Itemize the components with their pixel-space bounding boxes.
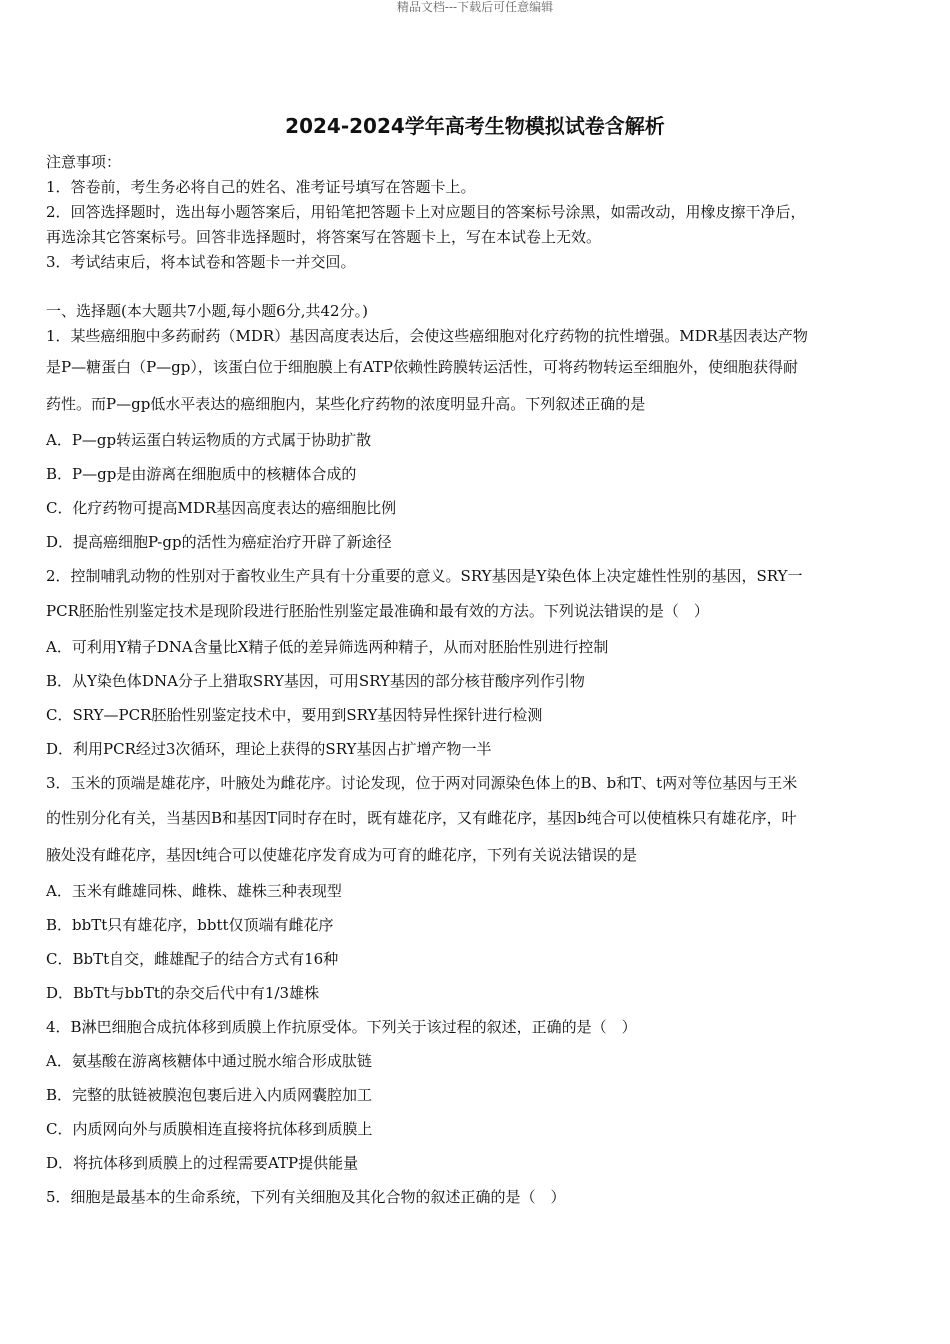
option-c: C．BbTt自交，雌雄配子的结合方式有16种 — [46, 950, 339, 968]
option-b: B．从Y染色体DNA分子上猎取SRY基因，可用SRY基因的部分核苷酸序列作引物 — [46, 672, 585, 690]
question-stem: 4．B淋巴细胞合成抗体移到质膜上作抗原受体。下列关于该过程的叙述，正确的是（ ） — [46, 1018, 637, 1036]
question-stem: 是P—糖蛋白（P—gp），该蛋白位于细胞膜上有ATP依赖性跨膜转运活性，可将药物转运至细胞外，使细胞获得耐 — [46, 358, 799, 376]
question-stem: 的性别分化有关，当基因B和基因T同时存在时，既有雄花序，又有雌花序，基因b纯合可以使植株只有雄花序，叶 — [46, 809, 797, 827]
option-a: A．P—gp转运蛋白转运物质的方式属于协助扩散 — [46, 431, 372, 449]
option-a: A．玉米有雌雄同株、雌株、雄株三种表现型 — [46, 882, 342, 900]
option-d: D．将抗体移到质膜上的过程需要ATP提供能量 — [46, 1154, 359, 1172]
page-header: 精品文档---下载后可任意编辑 — [396, 0, 554, 14]
notice-line: 3．考试结束后，将本试卷和答题卡一并交回。 — [46, 253, 356, 271]
question-stem: 腋处没有雌花序，基因t纯合可以使雄花序发育成为可育的雌花序，下列有关说法错误的是 — [46, 846, 638, 864]
option-a: A．可利用Y精子DNA含量比X精子低的差异筛选两种精子，从而对胚胎性别进行控制 — [46, 638, 609, 656]
option-d: D．利用PCR经过3次循环，理论上获得的SRY基因占扩增产物一半 — [46, 740, 492, 758]
notice-heading: 注意事项： — [46, 153, 122, 171]
option-d: D．BbTt与bbTt的杂交后代中有1/3雄株 — [46, 984, 320, 1002]
question-1 — [46, 324, 908, 559]
section-heading: 一、选择题(本大题共7小题,每小题6分,共42分。) — [46, 302, 368, 320]
page-title: 2024-2024学年高考生物模拟试卷含解析 — [285, 114, 665, 138]
option-b: B．P—gp是由游离在细胞质中的核糖体合成的 — [46, 465, 357, 483]
option-c: C．SRY—PCR胚胎性别鉴定技术中，要用到SRY基因特异性探针进行检测 — [46, 706, 543, 724]
notice-line: 2．回答选择题时，选出每小题答案后，用铅笔把答题卡上对应题目的答案标号涂黑，如需改动，用橡皮擦干净后， — [46, 203, 806, 221]
question-5 — [46, 1180, 908, 1214]
question-stem: PCR胚胎性别鉴定技术是现阶段进行胚胎性别鉴定最准确和最有效的方法。下列说法错误的是（ ） — [46, 602, 709, 620]
option-b: B．bbTt只有雄花序，bbtt仅顶端有雌花序 — [46, 916, 334, 934]
option-a: A．氨基酸在游离核糖体中通过脱水缩合形成肽链 — [46, 1052, 372, 1070]
question-3 — [46, 766, 908, 1010]
question-stem: 5．细胞是最基本的生命系统，下列有关细胞及其化合物的叙述正确的是（ ） — [46, 1188, 566, 1206]
question-2 — [46, 559, 908, 766]
question-stem: 3．玉米的顶端是雄花序，叶腋处为雌花序。讨论发现，位于两对同源染色体上的B、b和T、t两对等位基因与王米 — [46, 774, 798, 792]
notice-block — [46, 150, 908, 275]
option-d: D．提高癌细胞P-gp的活性为癌症治疗开辟了新途径 — [46, 533, 392, 551]
notice-line: 再选涂其它答案标号。回答非选择题时，将答案写在答题卡上，写在本试卷上无效。 — [46, 228, 602, 246]
option-c: C．化疗药物可提高MDR基因高度表达的癌细胞比例 — [46, 499, 397, 517]
question-stem: 1．某些癌细胞中多药耐药（MDR）基因高度表达后，会使这些癌细胞对化疗药物的抗性增强。MDR基因表达产物 — [46, 327, 808, 345]
option-c: C．内质网向外与质膜相连直接将抗体移到质膜上 — [46, 1120, 373, 1138]
question-stem: 2．控制哺乳动物的性别对于畜牧业生产具有十分重要的意义。SRY基因是Y染色体上决定雄性性别的基因，SRY一 — [46, 567, 803, 585]
option-b: B．完整的肽链被膜泡包裹后进入内质网囊腔加工 — [46, 1086, 373, 1104]
notice-line: 1．答卷前，考生务必将自己的姓名、准考证号填写在答题卡上。 — [46, 178, 476, 196]
question-stem: 药性。而P—gp低水平表达的癌细胞内，某些化疗药物的浓度明显升高。下列叙述正确的是 — [46, 395, 646, 413]
document-body — [46, 150, 908, 1214]
question-4 — [46, 1010, 908, 1180]
